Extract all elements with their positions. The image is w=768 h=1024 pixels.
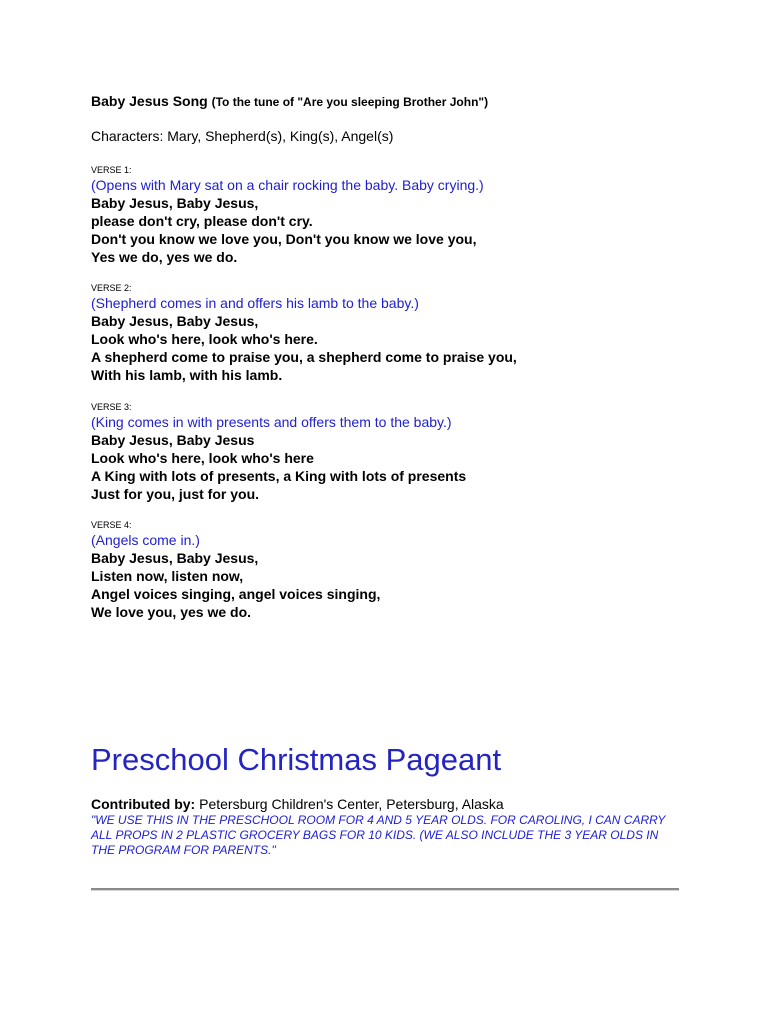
contributor-quote: "WE USE THIS IN THE PRESCHOOL ROOM FOR 4 AND 5 YEAR OLDS. FOR CAROLING, I CAN CARRY ALL PROPS IN 2 PLASTIC GROCERY BAGS FOR 10 KIDS. (WE ALSO INCLUDE THE 3 YEAR OLDS IN THE PROGRAM FOR PARENTS."	[91, 813, 666, 857]
song-tune: (To the tune of "Are you sleeping Brother John")	[211, 95, 489, 109]
verse-label: VERSE 4:	[91, 520, 132, 530]
horizontal-divider	[91, 888, 679, 891]
pageant-title: Preschool Christmas Pageant	[91, 742, 502, 777]
characters-line: Characters: Mary, Shepherd(s), King(s), Angel(s)	[91, 128, 394, 144]
lyric-line: Baby Jesus, Baby Jesus,	[91, 313, 259, 329]
lyric-line: Angel voices singing, angel voices singing,	[91, 586, 381, 602]
verse-label: VERSE 2:	[91, 283, 132, 293]
lyric-line: Look who's here, look who's here	[91, 450, 314, 466]
song-title: Baby Jesus Song	[91, 93, 208, 109]
verse-label: VERSE 1:	[91, 165, 132, 175]
verse-1	[91, 164, 691, 266]
lyric-line: Listen now, listen now,	[91, 568, 244, 584]
lyric-line: Baby Jesus, Baby Jesus,	[91, 550, 259, 566]
verse-3	[91, 401, 691, 503]
lyric-line: A shepherd come to praise you, a shepherd come to praise you,	[91, 349, 517, 365]
contributed-value: Petersburg Children's Center, Petersburg, Alaska	[195, 796, 504, 812]
lyric-line: A King with lots of presents, a King with lots of presents	[91, 468, 467, 484]
stage-direction: (Shepherd comes in and offers his lamb to the baby.)	[91, 295, 419, 311]
verse-4	[91, 519, 691, 621]
lyric-line: Baby Jesus, Baby Jesus,	[91, 195, 259, 211]
lyric-line: Look who's here, look who's here.	[91, 331, 318, 347]
lyric-line: Baby Jesus, Baby Jesus	[91, 432, 255, 448]
contributed-by	[91, 795, 504, 813]
verse-label: VERSE 3:	[91, 402, 132, 412]
verse-2	[91, 282, 691, 384]
stage-direction: (Opens with Mary sat on a chair rocking the baby. Baby crying.)	[91, 177, 484, 193]
contributed-label: Contributed by:	[91, 796, 196, 812]
lyric-line: With his lamb, with his lamb.	[91, 367, 283, 383]
lyric-line: Don't you know we love you, Don't you know we love you,	[91, 231, 477, 247]
lyric-line: Just for you, just for you.	[91, 486, 260, 502]
lyric-line: please don't cry, please don't cry.	[91, 213, 313, 229]
lyric-line: Yes we do, yes we do.	[91, 249, 238, 265]
lyric-line: We love you, yes we do.	[91, 604, 252, 620]
stage-direction: (Angels come in.)	[91, 532, 200, 548]
song-heading	[91, 93, 488, 109]
stage-direction: (King comes in with presents and offers them to the baby.)	[91, 414, 452, 430]
